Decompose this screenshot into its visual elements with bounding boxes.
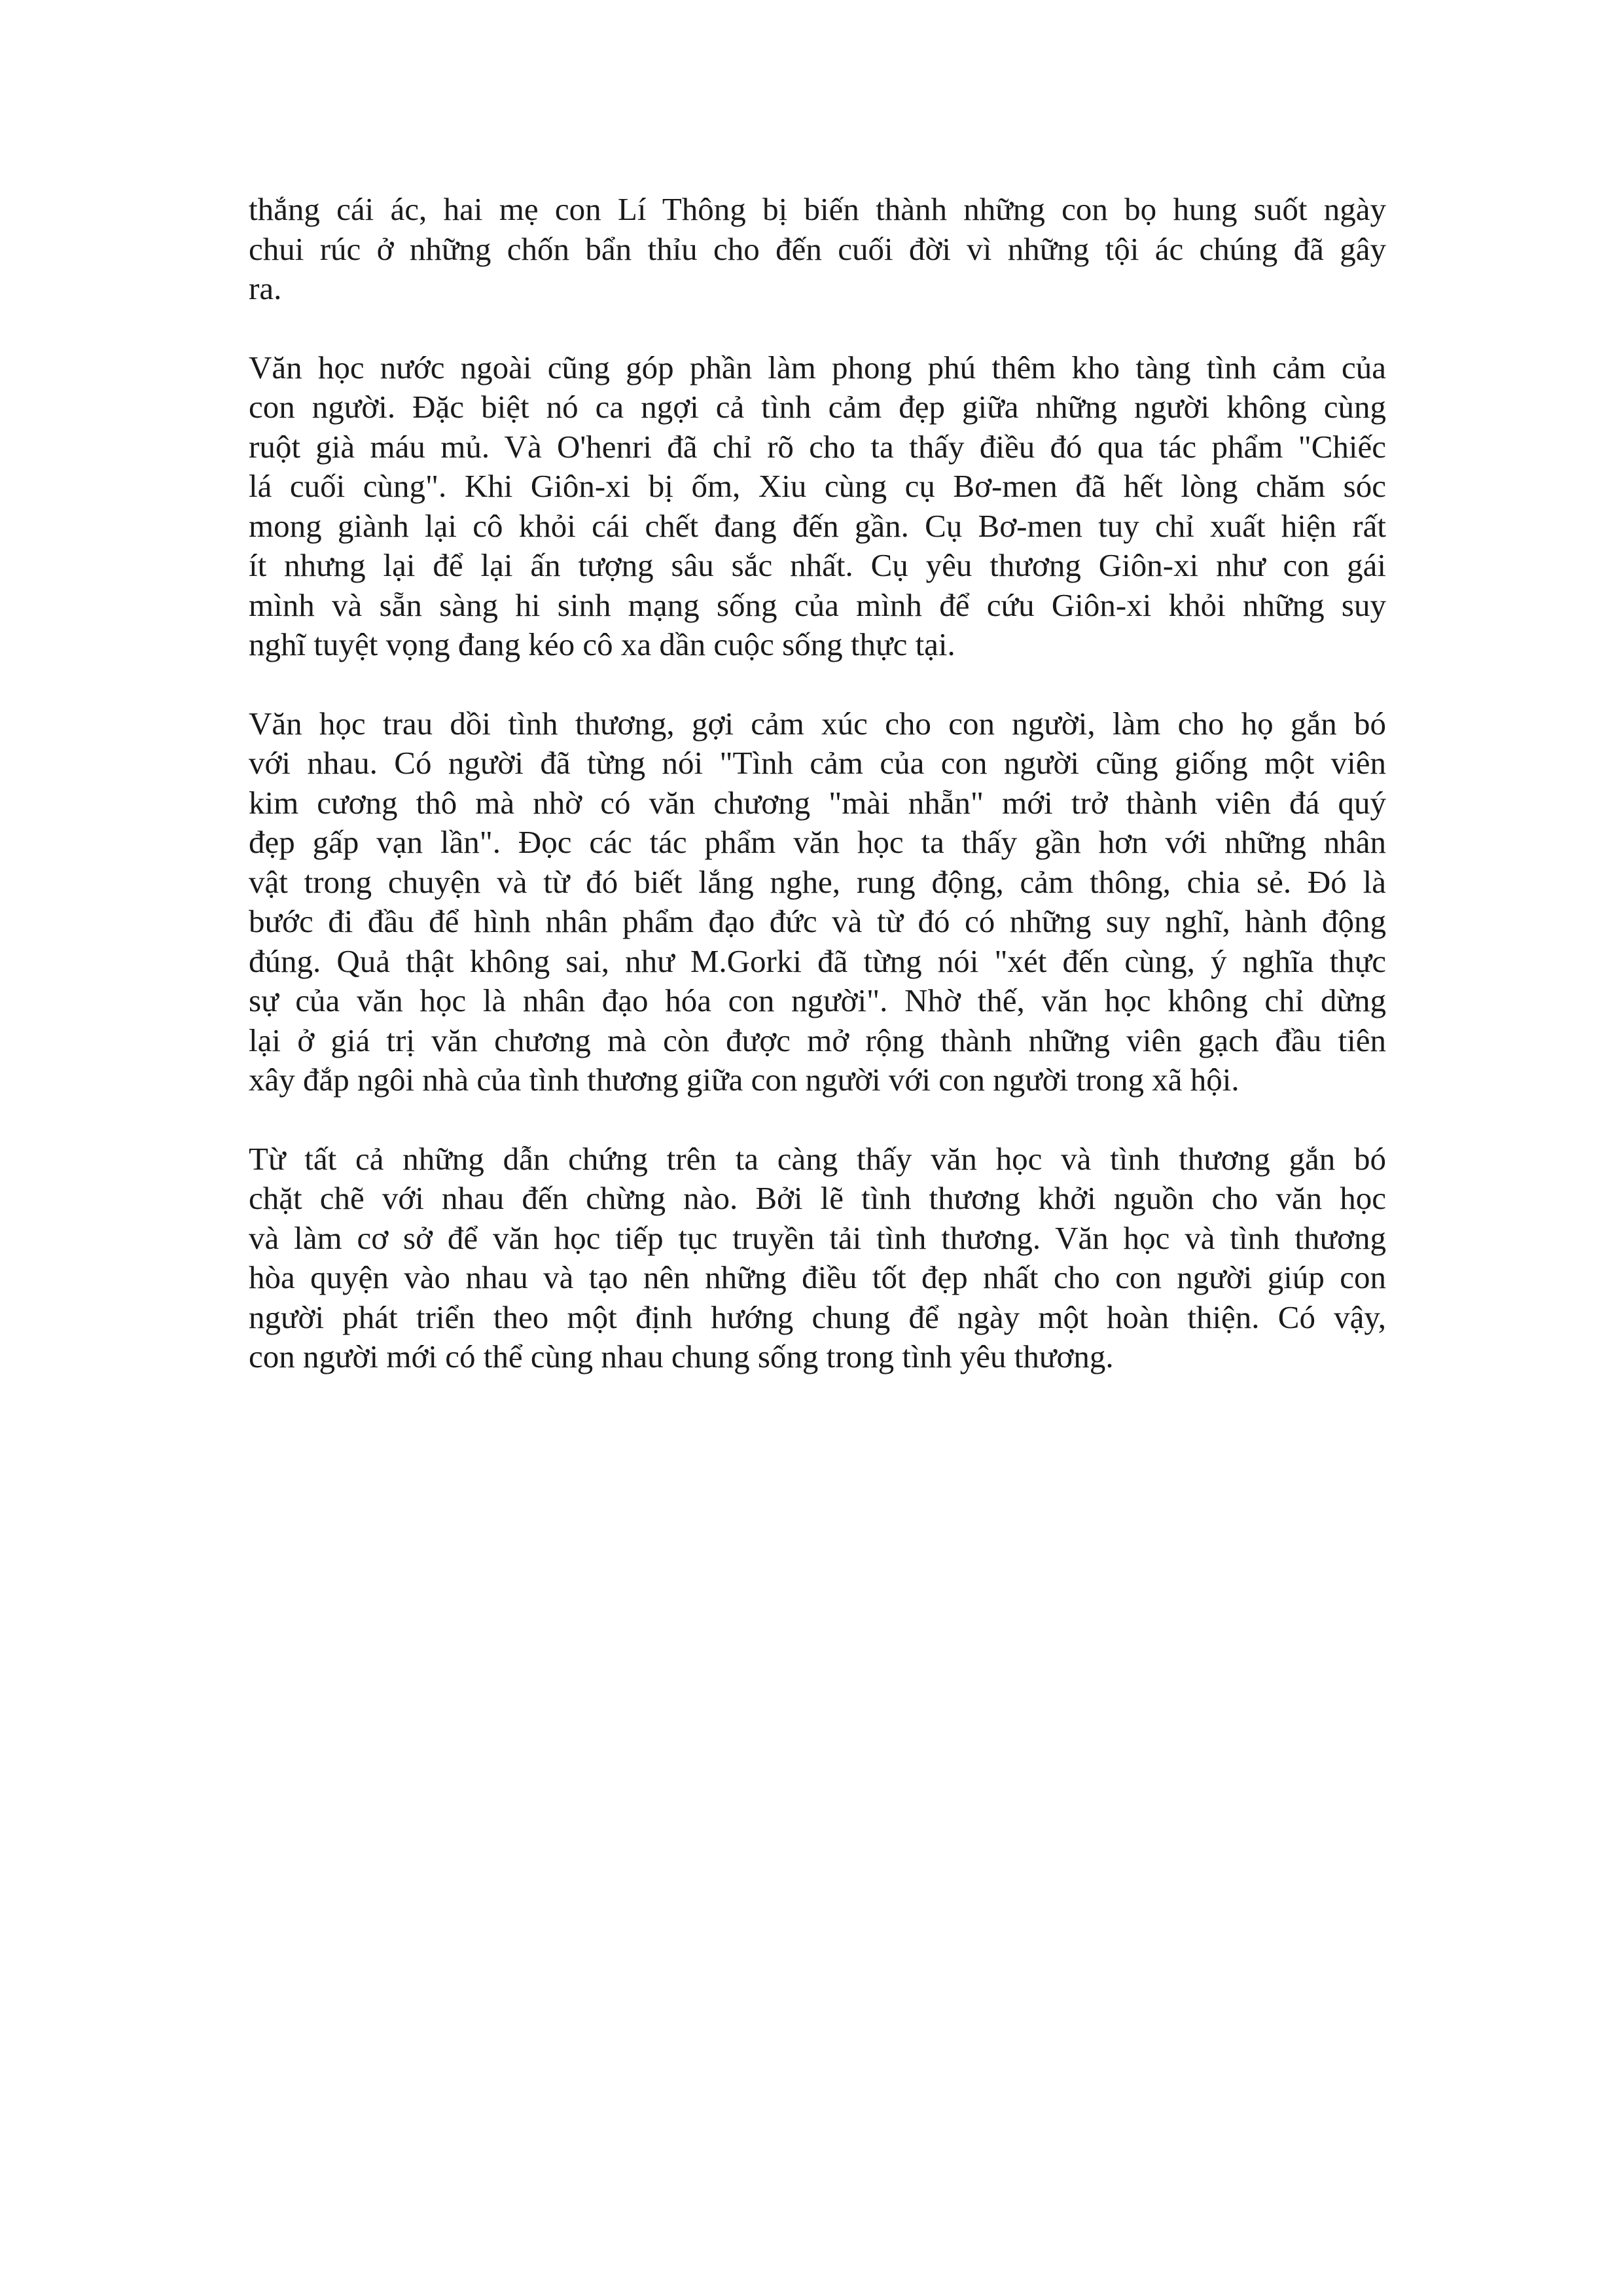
text-line: nghĩ tuyệt vọng đang kéo cô xa dần cuộc sống thực tại.	[249, 626, 955, 662]
text-line: người phát triển theo một định hướng chung để ngày một hoàn thiện. Có vậy,	[249, 1299, 1386, 1335]
text-line: kim cương thô mà nhờ có văn chương "mài nhẵn" mới trở thành viên đá quý	[249, 784, 1386, 821]
paragraph-1	[249, 190, 1386, 309]
text-line: Văn học trau dồi tình thương, gợi cảm xúc cho con người, làm cho họ gắn bó	[249, 705, 1386, 742]
text-line: thắng cái ác, hai mẹ con Lí Thông bị biến thành những con bọ hung suốt ngày	[249, 191, 1386, 227]
text-line: ít nhưng lại để lại ấn tượng sâu sắc nhất. Cụ yêu thương Giôn-xi như con gái	[249, 547, 1386, 583]
text-line: vật trong chuyện và từ đó biết lắng nghe, rung động, cảm thông, chia sẻ. Đó là	[249, 863, 1386, 900]
text-line: lá cuối cùng". Khi Giôn-xi bị ốm, Xiu cùng cụ Bơ-men đã hết lòng chăm sóc	[249, 468, 1386, 504]
paragraph-4	[249, 1139, 1386, 1377]
text-line: chặt chẽ với nhau đến chừng nào. Bởi lẽ tình thương khởi nguồn cho văn học	[249, 1180, 1386, 1216]
text-line: đẹp gấp vạn lần". Đọc các tác phẩm văn học ta thấy gần hơn với những nhân	[249, 824, 1386, 860]
text-line: hòa quyện vào nhau và tạo nên những điều tốt đẹp nhất cho con người giúp con	[249, 1259, 1386, 1295]
text-line: con người. Đặc biệt nó ca ngợi cả tình cảm đẹp giữa những người không cùng	[249, 389, 1386, 425]
paragraph-2	[249, 348, 1386, 665]
text-line: đúng. Quả thật không sai, như M.Gorki đã từng nói "xét đến cùng, ý nghĩa thực	[249, 942, 1386, 979]
document-body	[249, 190, 1386, 1416]
text-line: sự của văn học là nhân đạo hóa con người". Nhờ thế, văn học không chỉ dừng	[249, 982, 1386, 1018]
paragraph-3	[249, 704, 1386, 1100]
text-line: Văn học nước ngoài cũng góp phần làm phong phú thêm kho tàng tình cảm của	[249, 349, 1386, 386]
text-line: và làm cơ sở để văn học tiếp tục truyền tải tình thương. Văn học và tình thương	[249, 1219, 1386, 1256]
text-line: với nhau. Có người đã từng nói "Tình cảm của con người cũng giống một viên	[249, 745, 1386, 781]
text-line: Từ tất cả những dẫn chứng trên ta càng thấy văn học và tình thương gắn bó	[249, 1140, 1386, 1177]
text-line: xây đắp ngôi nhà của tình thương giữa con người với con người trong xã hội.	[249, 1062, 1240, 1098]
text-line: mình và sẵn sàng hi sinh mạng sống của mình để cứu Giôn-xi khỏi những suy	[249, 586, 1386, 623]
text-line: con người mới có thể cùng nhau chung sống trong tình yêu thương.	[249, 1338, 1114, 1374]
text-line: bước đi đầu để hình nhân phẩm đạo đức và từ đó có những suy nghĩ, hành động	[249, 903, 1386, 939]
text-line: lại ở giá trị văn chương mà còn được mở rộng thành những viên gạch đầu tiên	[249, 1022, 1386, 1058]
text-line: mong giành lại cô khỏi cái chết đang đến gần. Cụ Bơ-men tuy chỉ xuất hiện rất	[249, 507, 1386, 544]
text-line: chui rúc ở những chốn bẩn thỉu cho đến cuối đời vì những tội ác chúng đã gây	[249, 230, 1386, 267]
text-line: ra.	[249, 270, 282, 306]
text-line: ruột già máu mủ. Và O'henri đã chỉ rõ cho ta thấy điều đó qua tác phẩm "Chiếc	[249, 428, 1386, 465]
